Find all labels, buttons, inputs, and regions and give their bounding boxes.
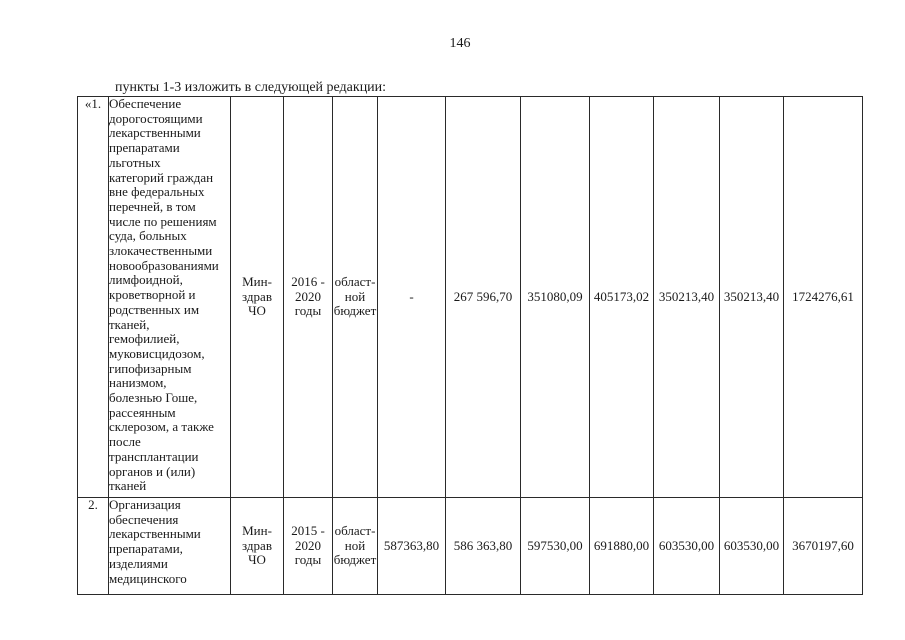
row-2-value-4: 691880,00 <box>590 498 654 595</box>
row-2-value-1: 587363,80 <box>378 498 446 595</box>
row-2-value-6: 603530,00 <box>720 498 784 595</box>
row-2-period: 2015 - 2020 годы <box>284 498 333 595</box>
table-row <box>78 97 863 498</box>
row-1-funding-source: област- ной бюджет <box>333 97 378 498</box>
row-1-description: Обеспечение дорогостоящими лекарственными препаратами льготных категорий граждан вне федеральных перечней, в том числе по решениям суда, больных злокачественными новообразованиями лимфоидной, кроветворной и родственных им тканей, гемофилией, муковисцидозом, гипофизарным нанизмом, болезнью Гоше, рассеянным склерозом, а также после трансплантации органов и (или) тканей <box>109 97 231 498</box>
row-2-total: 3670197,60 <box>784 498 863 595</box>
row-2-description: Организация обеспечения лекарственными препаратами, изделиями медицинского <box>109 498 231 595</box>
row-1-value-2: 267 596,70 <box>446 97 521 498</box>
row-2-executor: Мин- здрав ЧО <box>231 498 284 595</box>
row-2-value-3: 597530,00 <box>521 498 590 595</box>
row-1-value-1: - <box>378 97 446 498</box>
row-1-value-4: 405173,02 <box>590 97 654 498</box>
row-1-value-6: 350213,40 <box>720 97 784 498</box>
row-1-number: «1. <box>78 97 109 498</box>
row-1-executor: Мин- здрав ЧО <box>231 97 284 498</box>
row-2-value-2: 586 363,80 <box>446 498 521 595</box>
table-row <box>78 498 863 595</box>
row-1-period: 2016 - 2020 годы <box>284 97 333 498</box>
row-2-funding-source: област- ной бюджет <box>333 498 378 595</box>
program-table <box>77 96 863 595</box>
intro-text: пункты 1-3 изложить в следующей редакции: <box>115 80 387 95</box>
row-1-total: 1724276,61 <box>784 97 863 498</box>
row-2-value-5: 603530,00 <box>654 498 720 595</box>
row-1-value-3: 351080,09 <box>521 97 590 498</box>
page-number: 146 <box>449 36 471 51</box>
row-1-value-5: 350213,40 <box>654 97 720 498</box>
row-2-number: 2. <box>78 498 109 595</box>
